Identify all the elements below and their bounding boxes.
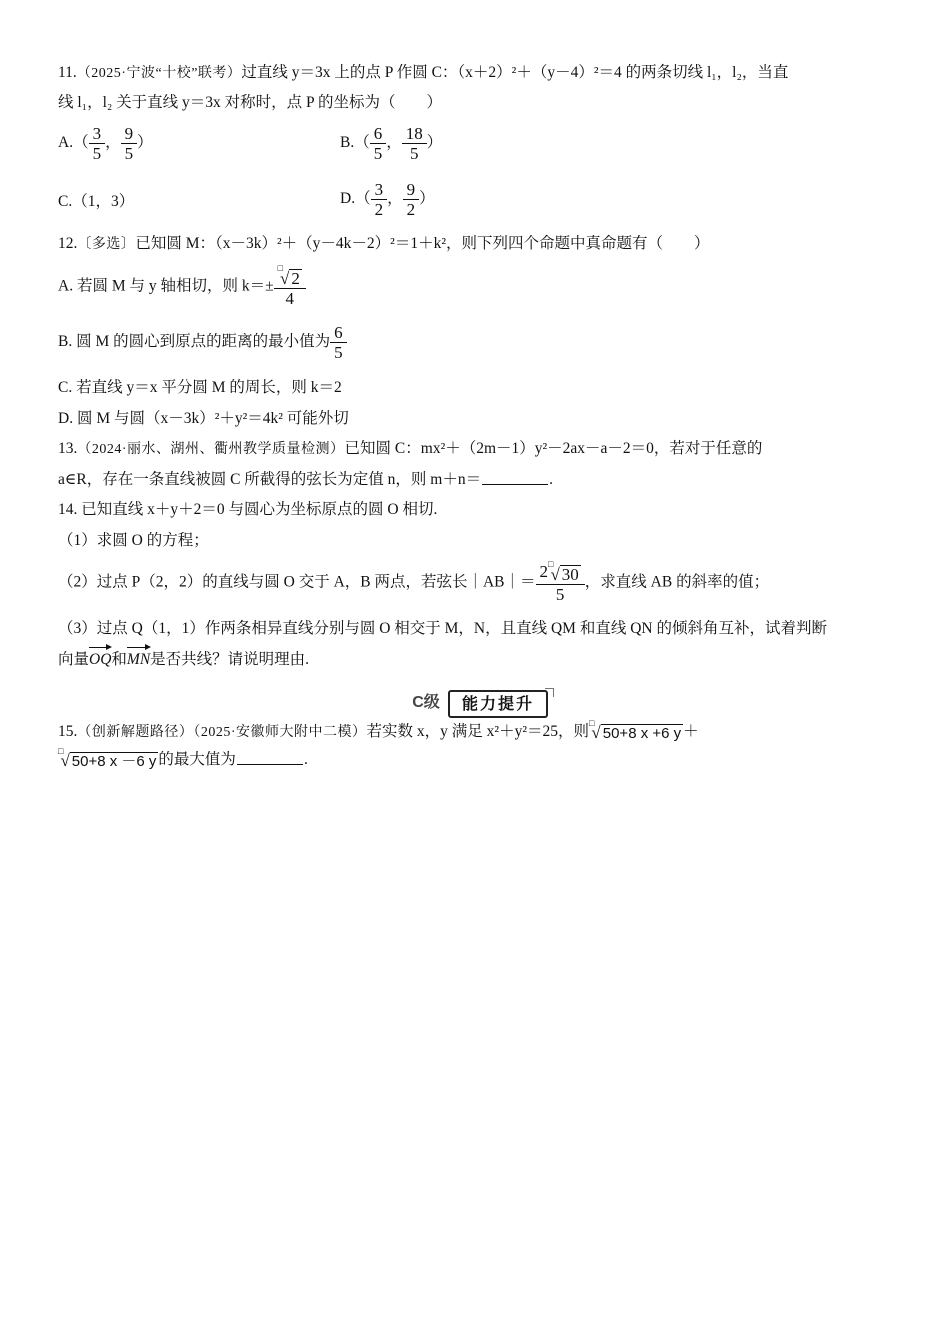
text: 向量 bbox=[58, 651, 90, 668]
q11-line1 bbox=[58, 63, 788, 84]
denominator: 5 bbox=[536, 584, 585, 604]
q14-part3-text: （3）过点 Q（1，1）作两条相异直线分别与圆 O 相交于 M，N，且直线 QM 和直线 QN 的倾斜角互补，试着判断 bbox=[58, 620, 827, 637]
q12-option-b bbox=[58, 323, 347, 362]
fraction bbox=[372, 124, 385, 163]
text: 和 bbox=[111, 651, 127, 668]
q12-option-c bbox=[58, 378, 342, 398]
radicand: 2 bbox=[291, 269, 300, 288]
fraction bbox=[276, 263, 304, 308]
numerator: 3 bbox=[374, 180, 384, 199]
fraction bbox=[405, 180, 418, 219]
q12-option-d bbox=[58, 409, 349, 429]
answer-blank[interactable] bbox=[237, 750, 303, 765]
q11-option-c bbox=[58, 192, 134, 212]
radicand: 50+8 x +6 y bbox=[602, 725, 682, 742]
q14-part2-post: ，求直线 AB 的斜率的值； bbox=[584, 573, 770, 591]
section-banner bbox=[402, 689, 550, 717]
radicand: 50+8 x －6 y bbox=[71, 753, 157, 770]
radical: □ √ 30 bbox=[548, 559, 579, 584]
q11-line2 bbox=[58, 93, 442, 113]
period: . bbox=[303, 751, 308, 768]
q14-stem bbox=[58, 500, 437, 520]
fraction bbox=[373, 180, 386, 219]
q11-number: 11. bbox=[58, 64, 77, 81]
option-text: C. 若直线 y＝x 平分圆 M 的周长，则 k＝2 bbox=[58, 379, 342, 396]
denominator: 5 bbox=[370, 143, 387, 163]
q15-number: 15. bbox=[58, 723, 78, 740]
numerator: 9 bbox=[406, 180, 416, 199]
section-level: C级 bbox=[412, 694, 440, 711]
q14-part1 bbox=[58, 531, 209, 551]
q13-number: 13. bbox=[58, 440, 78, 457]
q11-option-a: A.（ $\frac{3}{5}$ ， $\frac{9}{5}$ ） bbox=[58, 124, 153, 163]
q13-source: （2024·丽水、湖州、衢州教学质量检测） bbox=[77, 442, 345, 457]
q13-stem-1: 已知圆 C：mx²＋（2m－1）y²－2ax－a－2＝0，若对于任意的 bbox=[344, 440, 763, 457]
denominator: 5 bbox=[330, 342, 347, 362]
option-label: B.（ bbox=[340, 134, 370, 152]
radical: □ √ 50+8 x －6 y bbox=[58, 746, 157, 770]
option-text: A. 若圆 M 与 y 轴相切，则 k＝± bbox=[58, 277, 274, 295]
q11-stem-1: 过直线 y＝3x 上的点 P 作圆 C：（x＋2）²＋（y－4）²＝4 的两条切线 l₁，l₂，当直 bbox=[241, 64, 789, 81]
q12-stem bbox=[58, 234, 709, 255]
radicand: 30 bbox=[561, 565, 579, 584]
q12-tag: 〔多选〕 bbox=[77, 237, 136, 252]
q15-line1 bbox=[58, 718, 699, 743]
radical: □ √ 50+8 x +6 y bbox=[588, 718, 682, 742]
q14-part2-pre: （2）过点 P（2，2）的直线与圆 O 交于 A，B 两点，若弦长｜AB｜＝ bbox=[58, 573, 536, 591]
coefficient: 2 bbox=[539, 562, 549, 581]
numerator: 6 bbox=[334, 323, 343, 342]
denominator: 2 bbox=[371, 199, 388, 219]
q11-source: （2025·宁波“十校”联考） bbox=[76, 66, 242, 81]
plus-sign: ＋ bbox=[683, 723, 699, 740]
numerator: 3 bbox=[92, 124, 102, 143]
q15-text: 若实数 x，y 满足 x²＋y²＝25，则 bbox=[366, 723, 589, 740]
denominator: 5 bbox=[121, 143, 138, 163]
fraction bbox=[332, 323, 345, 362]
fraction bbox=[538, 559, 583, 604]
denominator: 5 bbox=[402, 143, 427, 163]
option-text: B. 圆 M 的圆心到原点的距离的最小值为 bbox=[58, 333, 331, 351]
text: 是否共线？请说明理由. bbox=[150, 651, 310, 668]
denominator: 5 bbox=[89, 143, 106, 163]
q14-part2 bbox=[58, 559, 770, 604]
q12-number: 12. bbox=[58, 235, 78, 252]
answer-blank[interactable] bbox=[482, 470, 548, 485]
q12-option-a bbox=[58, 263, 306, 308]
option-label: A.（ bbox=[58, 134, 89, 152]
text: 的最大值为 bbox=[158, 751, 236, 768]
section-title: 能力提升 bbox=[448, 690, 548, 718]
q14-part3-line1 bbox=[58, 619, 827, 639]
q15-line2 bbox=[58, 746, 308, 771]
numerator: 6 bbox=[373, 124, 383, 143]
q11-option-b: B.（ $\frac{6}{5}$ ， $\frac{18}{5}$ ） bbox=[340, 124, 443, 163]
option-text: D. 圆 M 与圆（x－3k）²＋y²＝4k² 可能外切 bbox=[58, 410, 349, 427]
q15-source: （创新解题路径）（2025·安徽师大附中二模） bbox=[77, 725, 367, 740]
numerator: 9 bbox=[124, 124, 134, 143]
fraction bbox=[404, 124, 425, 163]
period: . bbox=[549, 471, 553, 488]
q14-part3-line2 bbox=[58, 650, 309, 670]
q13-line2 bbox=[58, 470, 553, 490]
radical: □ √ 2 bbox=[277, 263, 300, 288]
fraction bbox=[123, 124, 136, 163]
q11-stem-2: 线 l₁，l₂ 关于直线 y＝3x 对称时，点 P 的坐标为（ ） bbox=[58, 94, 442, 111]
q14-text: 14. 已知直线 x＋y＋2＝0 与圆心为坐标原点的圆 O 相切. bbox=[58, 501, 438, 518]
denominator: 4 bbox=[274, 288, 306, 308]
q12-text: 已知圆 M：（x－3k）²＋（y－4k－2）²＝1＋k²，则下列四个命题中真命题有（ ） bbox=[135, 235, 710, 252]
vector-mn: MN bbox=[126, 651, 151, 668]
numerator: 18 bbox=[405, 124, 423, 143]
q13-line1 bbox=[58, 439, 762, 460]
option-text: C.（1，3） bbox=[58, 193, 135, 210]
fraction bbox=[91, 124, 104, 163]
option-label: D.（ bbox=[340, 190, 371, 208]
q14-part1-text: （1）求圆 O 的方程； bbox=[58, 532, 209, 549]
q13-stem-2: a∈R，存在一条直线被圆 C 所截得的弦长为定值 n，则 m＋n＝ bbox=[58, 471, 482, 488]
vector-oq: OQ bbox=[89, 651, 112, 668]
q11-option-d: D.（ $\frac{3}{2}$ ， $\frac{9}{2}$ ） bbox=[340, 180, 435, 219]
denominator: 2 bbox=[403, 199, 420, 219]
